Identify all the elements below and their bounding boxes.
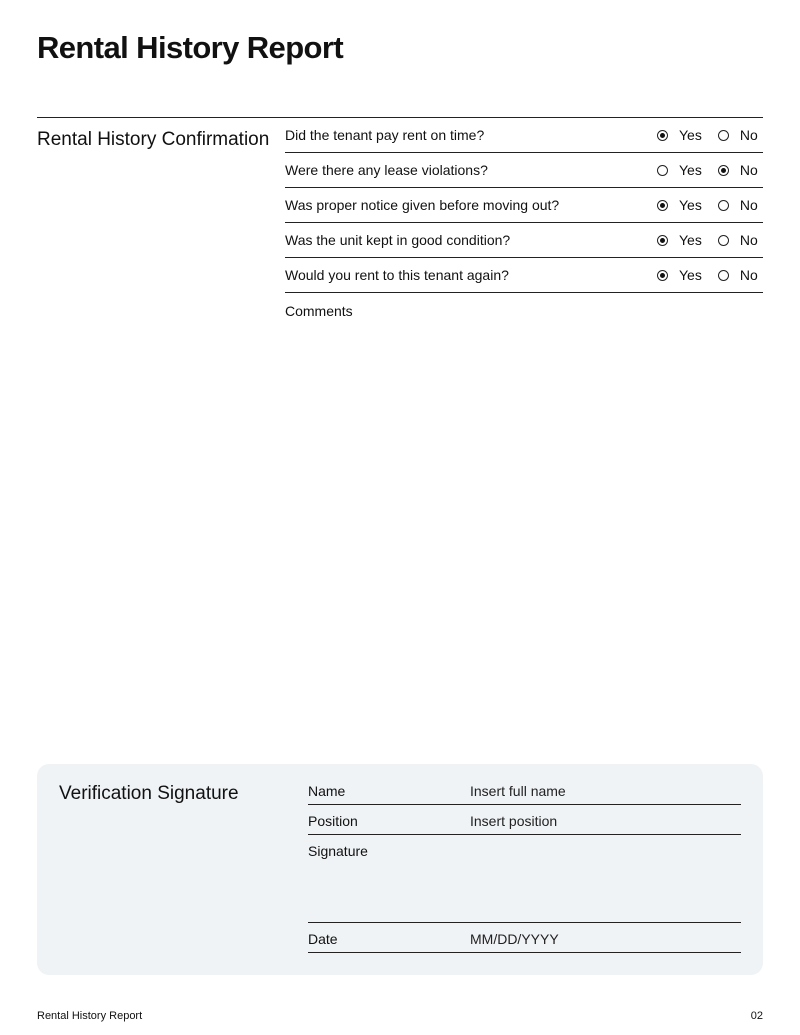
footer-page-number: 02 (750, 1010, 763, 1022)
date-label: Date (308, 931, 338, 947)
no-label: No (739, 197, 758, 213)
footer-doc-name: Rental History Report (37, 1010, 143, 1022)
verification-fields (308, 775, 741, 953)
no-option[interactable] (718, 127, 758, 143)
no-radio[interactable] (718, 165, 729, 176)
position-row (308, 805, 741, 835)
position-field[interactable]: Insert position (470, 813, 558, 829)
no-radio[interactable] (718, 200, 729, 211)
verification-heading: Verification Signature (59, 783, 239, 804)
question-row (285, 118, 763, 153)
yes-radio[interactable] (657, 235, 668, 246)
question-text: Would you rent to this tenant again? (285, 267, 509, 283)
yes-label: Yes (679, 162, 702, 178)
position-label: Position (308, 813, 358, 829)
yes-option[interactable] (657, 197, 702, 213)
answer-radio-group (657, 258, 758, 292)
no-label: No (739, 127, 758, 143)
no-option[interactable] (718, 267, 758, 283)
answer-radio-group (657, 118, 758, 152)
question-text: Did the tenant pay rent on time? (285, 127, 485, 143)
yes-radio[interactable] (657, 130, 668, 141)
page-title: Rental History Report (37, 30, 344, 65)
name-label: Name (308, 783, 346, 799)
yes-radio[interactable] (657, 200, 668, 211)
signature-label: Signature (308, 843, 368, 859)
no-option[interactable] (718, 197, 758, 213)
yes-label: Yes (679, 197, 702, 213)
no-radio[interactable] (718, 130, 729, 141)
question-text: Was the unit kept in good condition? (285, 232, 511, 248)
no-radio[interactable] (718, 270, 729, 281)
signature-field[interactable] (308, 835, 741, 923)
verification-panel (37, 764, 763, 975)
no-option[interactable] (718, 232, 758, 248)
question-row (285, 258, 763, 293)
answer-radio-group (657, 188, 758, 222)
yes-option[interactable] (657, 232, 702, 248)
date-row (308, 923, 741, 953)
yes-label: Yes (679, 232, 702, 248)
comments-field[interactable]: Comments (285, 303, 353, 319)
answer-radio-group (657, 153, 758, 187)
yes-option[interactable] (657, 162, 702, 178)
question-row (285, 223, 763, 258)
question-text: Was proper notice given before moving out? (285, 197, 560, 213)
name-field[interactable]: Insert full name (470, 783, 566, 799)
confirmation-heading: Rental History Confirmation (37, 129, 270, 150)
yes-radio[interactable] (657, 270, 668, 281)
yes-label: Yes (679, 127, 702, 143)
yes-radio[interactable] (657, 165, 668, 176)
no-option[interactable] (718, 162, 758, 178)
no-label: No (739, 162, 758, 178)
answer-radio-group (657, 223, 758, 257)
yes-label: Yes (679, 267, 702, 283)
question-text: Were there any lease violations? (285, 162, 488, 178)
no-radio[interactable] (718, 235, 729, 246)
yes-option[interactable] (657, 267, 702, 283)
question-row (285, 153, 763, 188)
no-label: No (739, 232, 758, 248)
confirmation-questions (285, 118, 763, 319)
yes-option[interactable] (657, 127, 702, 143)
date-field[interactable]: MM/DD/YYYY (470, 931, 559, 947)
question-row (285, 188, 763, 223)
name-row (308, 775, 741, 805)
no-label: No (739, 267, 758, 283)
